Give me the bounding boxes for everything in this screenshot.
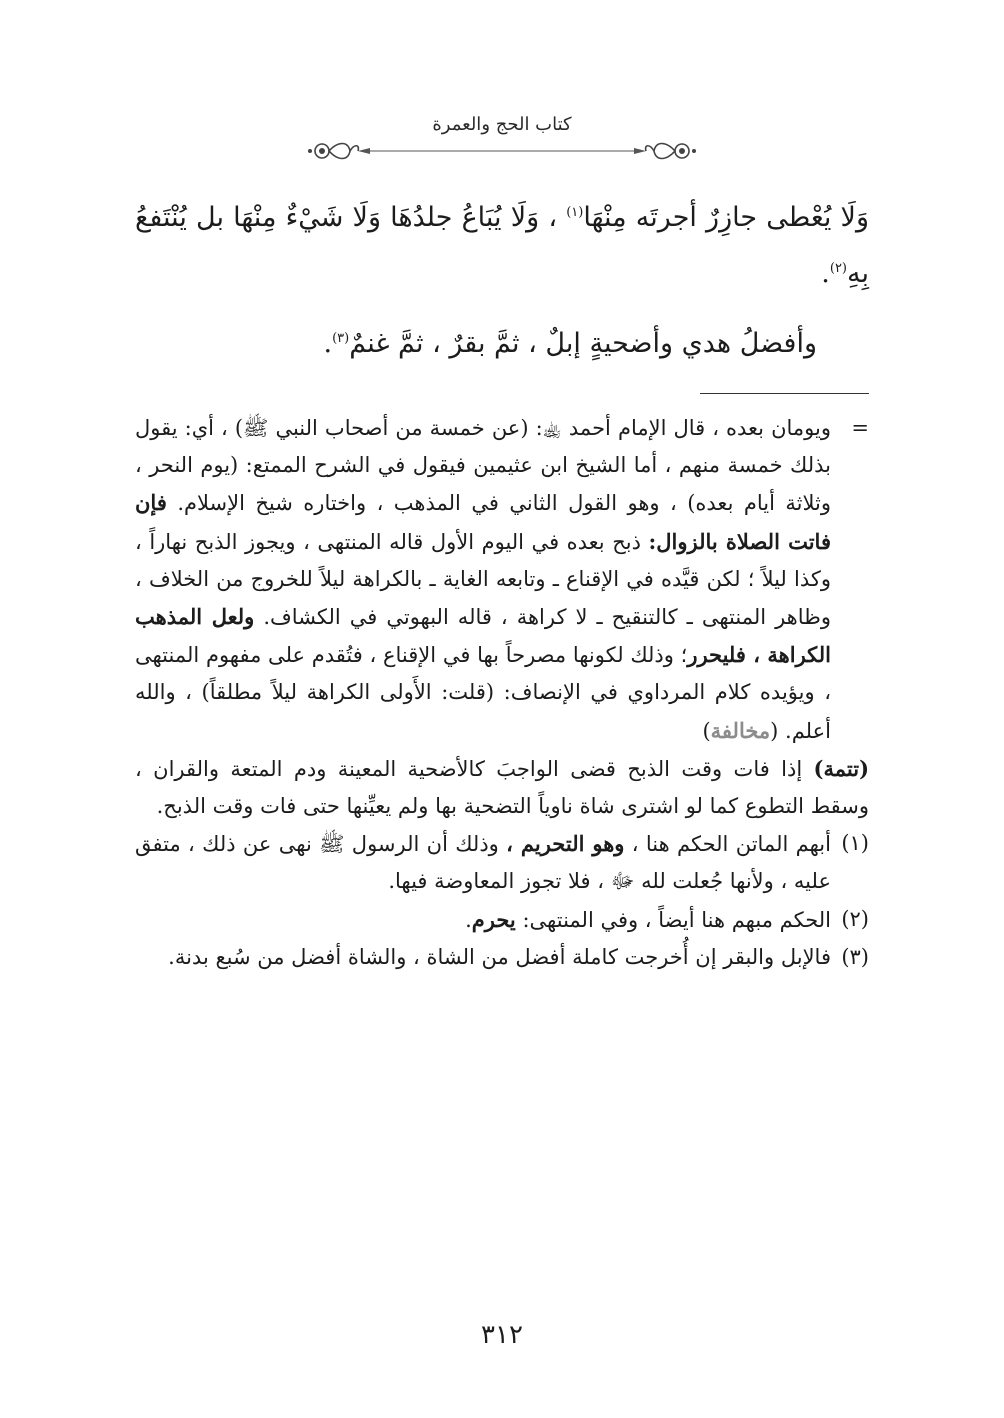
footnote-separator (700, 393, 869, 394)
footnotes-block (135, 410, 869, 976)
text-span: . (465, 907, 472, 932)
footnote-2 (135, 901, 869, 939)
text-span: ، وَلَا يُبَاعُ جلدُهَا وَلَا شَيْءٌ مِنْهَا بل يُنْتَفعُ بِهِ (135, 202, 869, 289)
text-span: ؛ وذلك لكونها مصرحاً بها في الإقناع ، فتُقدم على مفهوم المنتهى ، ويؤيده كلام المرداوي في الإنصاف: (قلت: الأَولى الكراهة ليلاً مطلقاً) ، والله أعلم. ( (135, 643, 831, 743)
text-span: فالإبل والبقر إن أُخرجت كاملة أفضل من الشاة ، والشاة أفضل من سُبع بدنة. (168, 944, 831, 969)
footnote-3 (135, 939, 869, 976)
continuation-mark: = (851, 416, 869, 440)
main-text (135, 190, 869, 372)
running-header (300, 108, 704, 168)
main-paragraph-1 (135, 190, 869, 302)
text-span: ) (702, 718, 711, 743)
tatimma-paragraph (135, 750, 869, 825)
bold-phrase: يحرم (471, 906, 516, 932)
footnote-body (135, 901, 831, 939)
text-span: وذلك أن الرسول ﷺ نهى عن ذلك ، متفق عليه ، ولأنها جُعلت لله ﷻ ، فلا تجوز المعاوضة فيها. (135, 832, 831, 894)
bold-phrase: وهو التحريم ، (506, 831, 625, 857)
text-span: وأفضلُ هدي وأضحيةٍ إبلٌ ، ثمَّ بقرٌ ، ثمَّ غنمٌ (349, 328, 817, 359)
footnote-continuation (135, 410, 869, 750)
text-span: أبهم الماتن الحكم هنا ، (631, 832, 831, 857)
footnote-ref-1: (١) (566, 205, 584, 220)
text-span: الحكم مبهم هنا أيضاً ، وفي المنتهى: (522, 907, 831, 932)
footnote-ref-3: (٣) (332, 331, 350, 346)
footnote-number: (٣) (841, 944, 869, 969)
main-paragraph-2 (135, 316, 869, 372)
footnote-ref-2: (٢) (829, 261, 847, 276)
footnote-number: (٢) (841, 906, 869, 931)
bold-phrase: ولعل المذهب الكراهة ، فليحرر (135, 604, 831, 668)
footnote-1 (135, 825, 869, 900)
ornament-divider-icon (300, 138, 704, 168)
text-span: . (323, 328, 333, 359)
text-span: إذا فات وقت الذبح قضى الواجبَ كالأضحية المعينة ودم المتعة والقران ، وسقط التطوع كما لو اشترى شاة ناوياً التضحية بها ولم يعيِّنها حتى فات وقت الذبح. (135, 756, 869, 819)
footnote-body (135, 410, 831, 750)
page-number: ٣١٢ (481, 1320, 523, 1350)
header-title: كتاب الحج والعمرة (432, 114, 572, 135)
text-span: وَلَا يُعْطى جازِرٌ أجرتَه مِنْهَا (583, 202, 869, 233)
footnote-body (135, 939, 831, 976)
footnote-body (135, 825, 831, 900)
text-span: ذبح بعده في اليوم الأول قاله المنتهى ، ويجوز الذبح نهاراً ، وكذا ليلاً ؛ لكن قيَّده في الإقناع ـ وتابعه الغاية ـ بالكراهة ليلاً للخروج من الخلاف ، وظاهر المنتهى ـ كالتنقيح ـ لا كراهة ، قاله البهوتي في الكشاف. (135, 529, 831, 630)
gray-marker: مخالفة (710, 717, 771, 743)
footnote-number: (١) (841, 831, 869, 856)
bold-phrase: (تتمة) (813, 755, 869, 781)
text-span: ويومان بعده ، قال الإمام أحمد ﵀: (عن خمسة من أصحاب النبي ﷺ) ، أي: يقول بذلك خمسة منهم ، أما الشيخ ابن عثيمين فيقول في الشرح الممتع: (يوم النحر ، وثلاثة أيام بعده) ، وهو القول الثاني في المذهب ، واختاره شيخ الإسلام. (135, 416, 831, 516)
text-span: . (821, 258, 830, 289)
bold-phrase: فإن فاتت الصلاة بالزوال: (135, 490, 831, 554)
